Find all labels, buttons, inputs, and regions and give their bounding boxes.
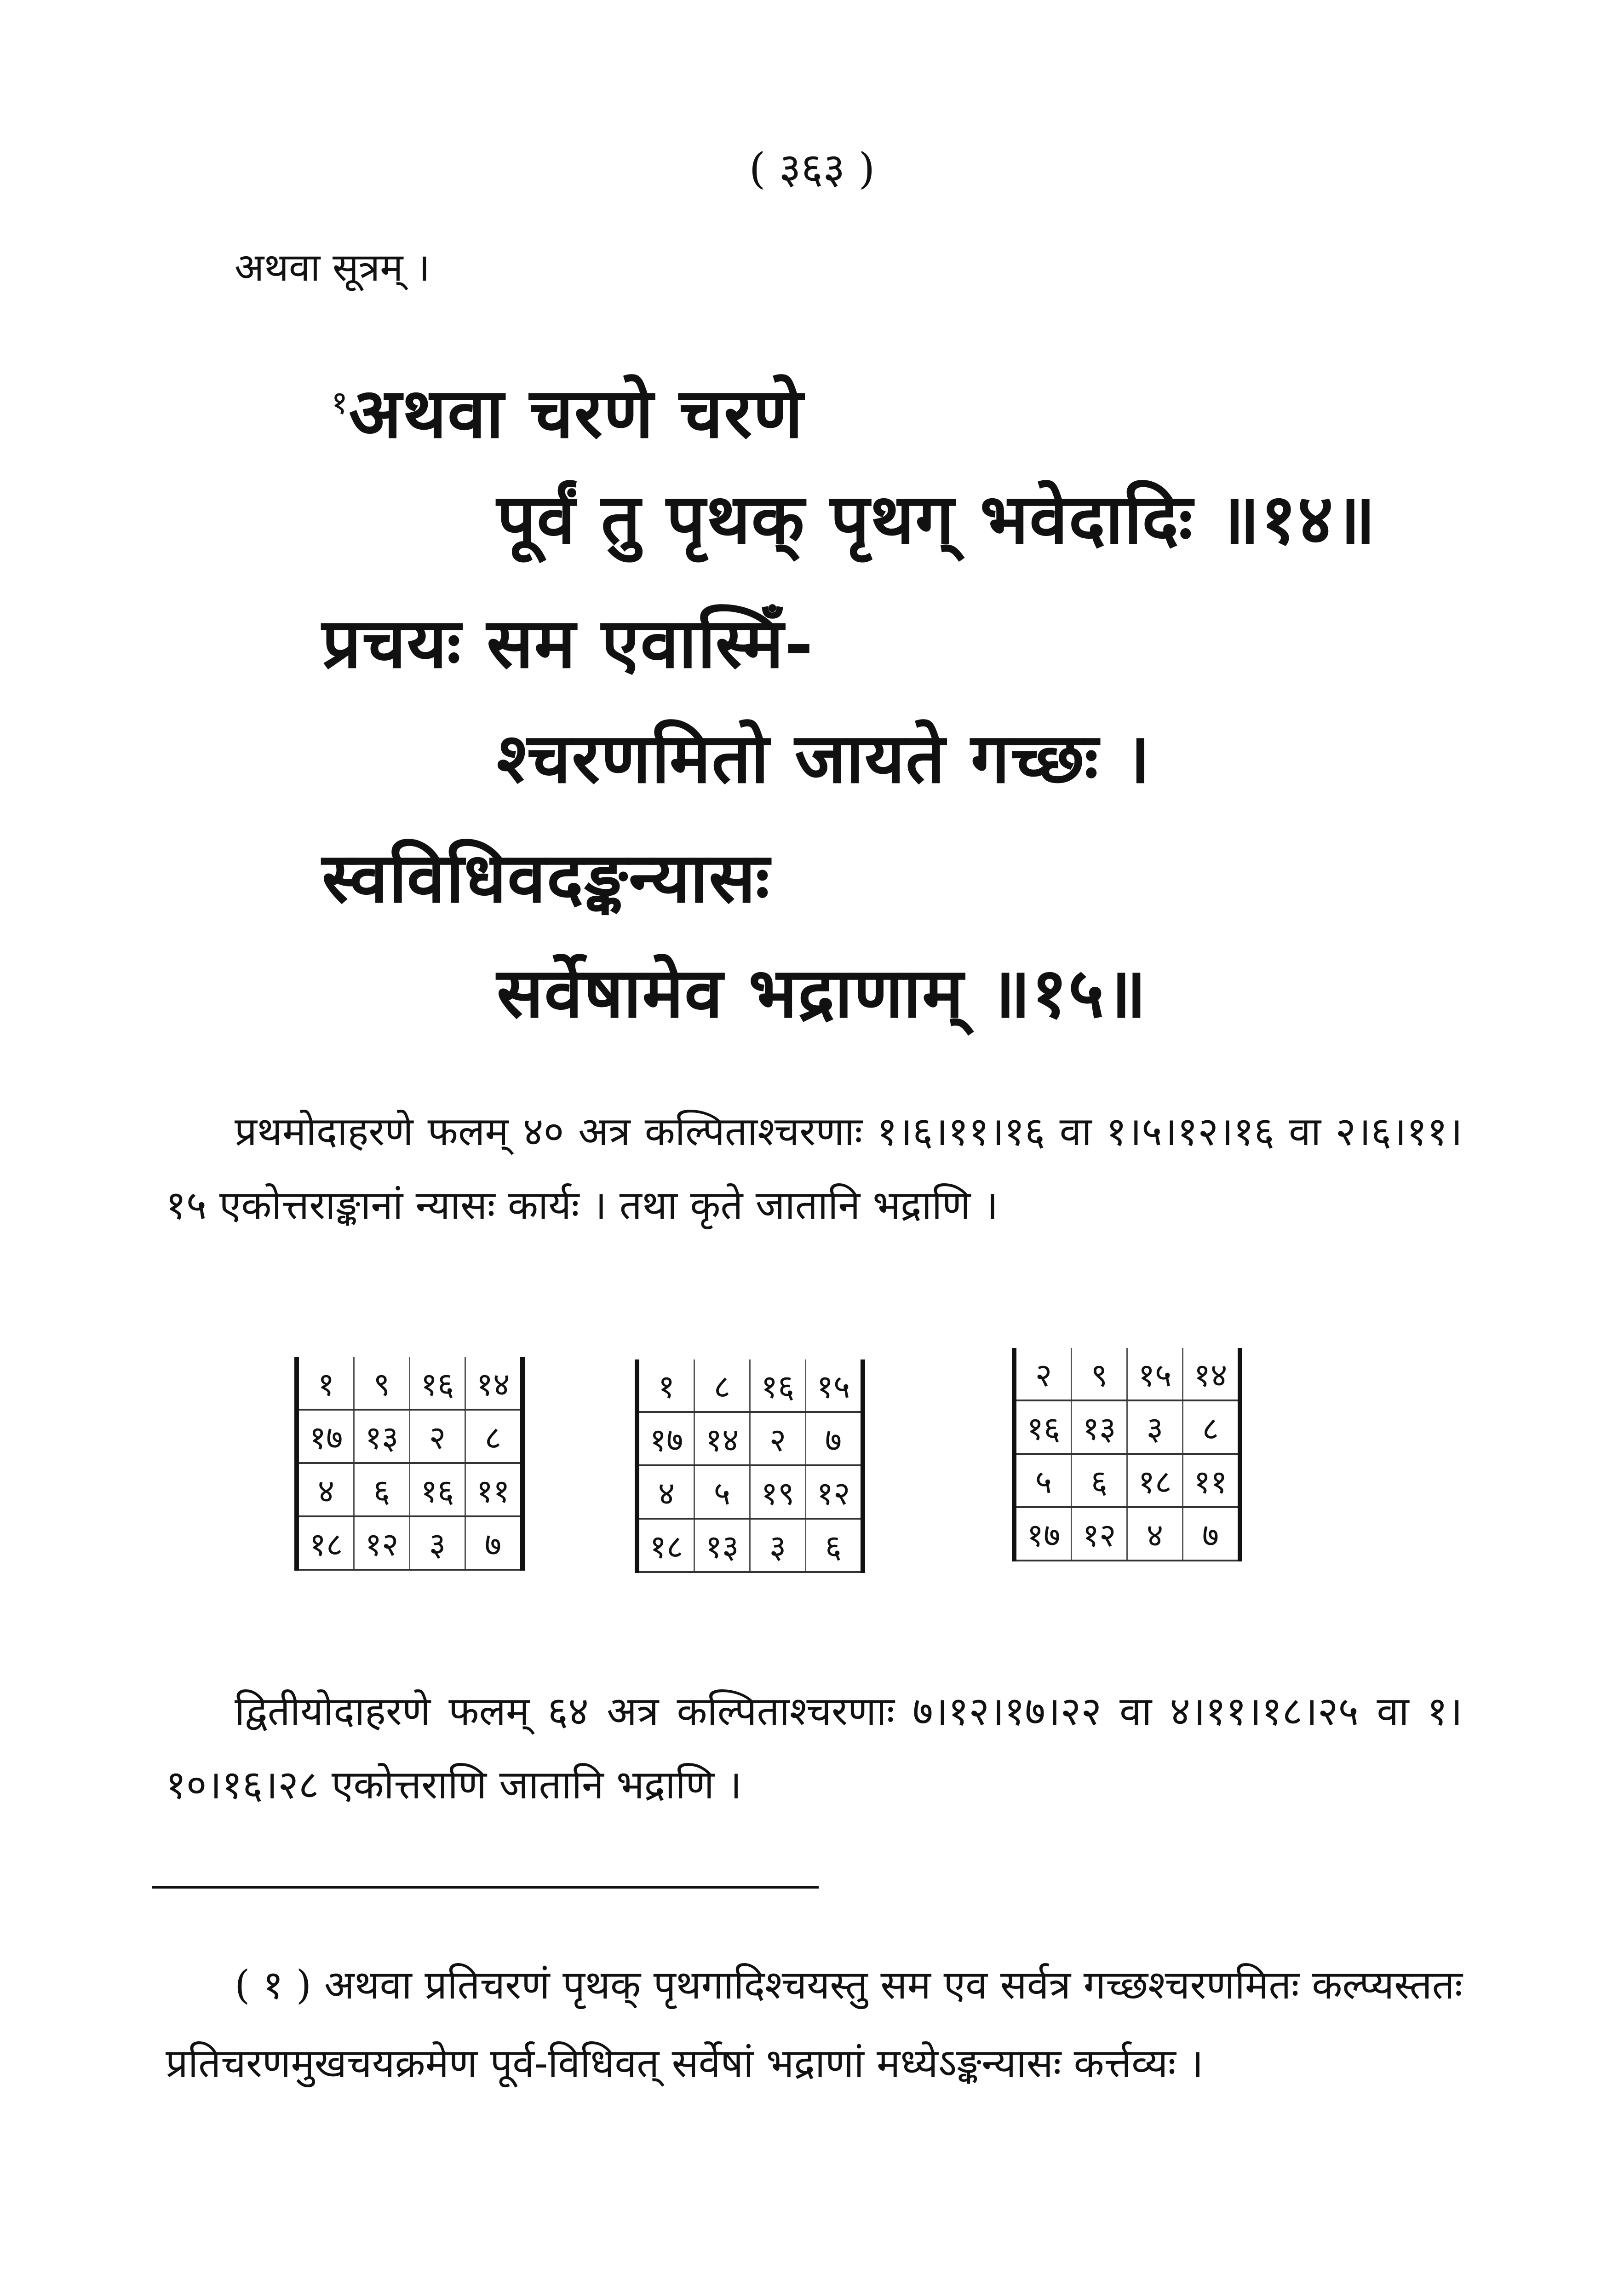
square-cell: १७ bbox=[1014, 1507, 1072, 1561]
square-cell: ११ bbox=[465, 1463, 523, 1516]
footnote-mark: १ bbox=[331, 384, 349, 421]
square-cell: १४ bbox=[465, 1357, 523, 1410]
square-row bbox=[637, 1519, 863, 1572]
square-cell: १२ bbox=[806, 1465, 863, 1519]
square-cell: २ bbox=[1014, 1348, 1072, 1400]
square-cell: १७ bbox=[297, 1410, 354, 1463]
square-row bbox=[637, 1412, 863, 1465]
square-row bbox=[1014, 1507, 1240, 1561]
magic-square-3 bbox=[1012, 1348, 1242, 1561]
square-cell: ७ bbox=[806, 1412, 863, 1465]
square-cell: ३ bbox=[1127, 1400, 1183, 1454]
square-cell: ६ bbox=[354, 1463, 410, 1516]
square-row bbox=[1014, 1348, 1240, 1400]
square-row bbox=[637, 1359, 863, 1412]
verse-line-6: सर्वेषामेव भद्राणाम् ॥१५॥ bbox=[497, 952, 1148, 1033]
square-cell: १८ bbox=[297, 1516, 354, 1570]
square-cell: १३ bbox=[1072, 1400, 1127, 1454]
square-cell: १६ bbox=[1014, 1400, 1072, 1454]
square-row bbox=[297, 1357, 522, 1410]
square-cell: ९ bbox=[354, 1357, 410, 1410]
square-row bbox=[637, 1465, 863, 1519]
square-cell: १२ bbox=[1072, 1507, 1127, 1561]
square-cell: ५ bbox=[1014, 1454, 1072, 1507]
verse-line-3: प्रचयः सम एवास्मिँ- bbox=[322, 603, 814, 684]
square-cell: १७ bbox=[637, 1412, 694, 1465]
square-cell: ७ bbox=[465, 1516, 523, 1570]
square-cell: १६ bbox=[750, 1359, 806, 1412]
square-row bbox=[297, 1463, 522, 1516]
verse-line-1 bbox=[331, 363, 804, 457]
square-cell: १३ bbox=[694, 1519, 750, 1572]
square-cell: १ bbox=[637, 1359, 694, 1412]
square-row bbox=[297, 1516, 522, 1570]
intro-line: अथवा सूत्रम् । bbox=[235, 245, 430, 290]
footnote-paragraph: ( १ ) अथवा प्रतिचरणं पृथक् पृथगादिश्चयस्तु सम एव सर्वत्र गच्छश्चरणमितः कल्प्यस्ततः प्रतिचरणमुखचयक्रमेण पूर्व-विधिवत् सर्वेषां भद्राणां मध्येऽङ्कन्यासः कर्त्तव्यः । bbox=[166, 1962, 1463, 2086]
square-row bbox=[297, 1410, 522, 1463]
square-cell: १९ bbox=[750, 1465, 806, 1519]
square-cell: ३ bbox=[410, 1516, 465, 1570]
square-cell: २ bbox=[750, 1412, 806, 1465]
square-cell: ४ bbox=[637, 1465, 694, 1519]
square-cell: २ bbox=[410, 1410, 465, 1463]
square-cell: १८ bbox=[637, 1519, 694, 1572]
verse-line-2: पूर्वं तु पृथक् पृथग् भवेदादिः ॥१४॥ bbox=[497, 478, 1377, 559]
square-cell: १४ bbox=[694, 1412, 750, 1465]
square-cell: १३ bbox=[354, 1410, 410, 1463]
footnote-divider bbox=[152, 1886, 819, 1889]
square-cell: १४ bbox=[1183, 1348, 1240, 1400]
square-cell: ९ bbox=[1072, 1348, 1127, 1400]
square-cell: ३ bbox=[750, 1519, 806, 1572]
verse-line-1-text: अथवा चरणे चरणे bbox=[349, 373, 804, 454]
square-cell: ८ bbox=[1183, 1400, 1240, 1454]
square-cell: १२ bbox=[354, 1516, 410, 1570]
square-cell: १५ bbox=[806, 1359, 863, 1412]
square-row bbox=[1014, 1400, 1240, 1454]
square-cell: ८ bbox=[465, 1410, 523, 1463]
page-number: ( ३६३ ) bbox=[749, 144, 875, 193]
square-cell: १ bbox=[297, 1357, 354, 1410]
example-1-paragraph: प्रथमोदाहरणे फलम् ४० अत्र कल्पिताश्चरणाः १।६।११।१६ वा १।५।१२।१६ वा २।६।११।१५ एकोत्तराङ्कानां न्यासः कार्यः । तथा कृते जातानि भद्राणि । bbox=[166, 1109, 1463, 1228]
square-cell: ६ bbox=[1072, 1454, 1127, 1507]
square-cell: ७ bbox=[1183, 1507, 1240, 1561]
square-cell: १५ bbox=[1127, 1348, 1183, 1400]
verse-line-4: श्चरणमितो जायते गच्छः । bbox=[497, 718, 1151, 799]
square-cell: १८ bbox=[1127, 1454, 1183, 1507]
square-cell: ५ bbox=[694, 1465, 750, 1519]
square-cell: ११ bbox=[1183, 1454, 1240, 1507]
square-cell: ६ bbox=[806, 1519, 863, 1572]
square-cell: ४ bbox=[297, 1463, 354, 1516]
square-row bbox=[1014, 1454, 1240, 1507]
example-2-paragraph: द्वितीयोदाहरणे फलम् ६४ अत्र कल्पिताश्चरणाः ७।१२।१७।२२ वा ४।११।१८।२५ वा १।१०।१६।२८ एकोत्तराणि जातानि भद्राणि । bbox=[166, 1688, 1463, 1808]
square-cell: ४ bbox=[1127, 1507, 1183, 1561]
square-cell: १६ bbox=[410, 1463, 465, 1516]
magic-square-1 bbox=[294, 1357, 525, 1571]
square-cell: १६ bbox=[410, 1357, 465, 1410]
square-cell: ८ bbox=[694, 1359, 750, 1412]
verse-line-5: स्वविधिवदङ्कन्यासः bbox=[322, 837, 770, 918]
magic-square-2 bbox=[635, 1359, 865, 1573]
